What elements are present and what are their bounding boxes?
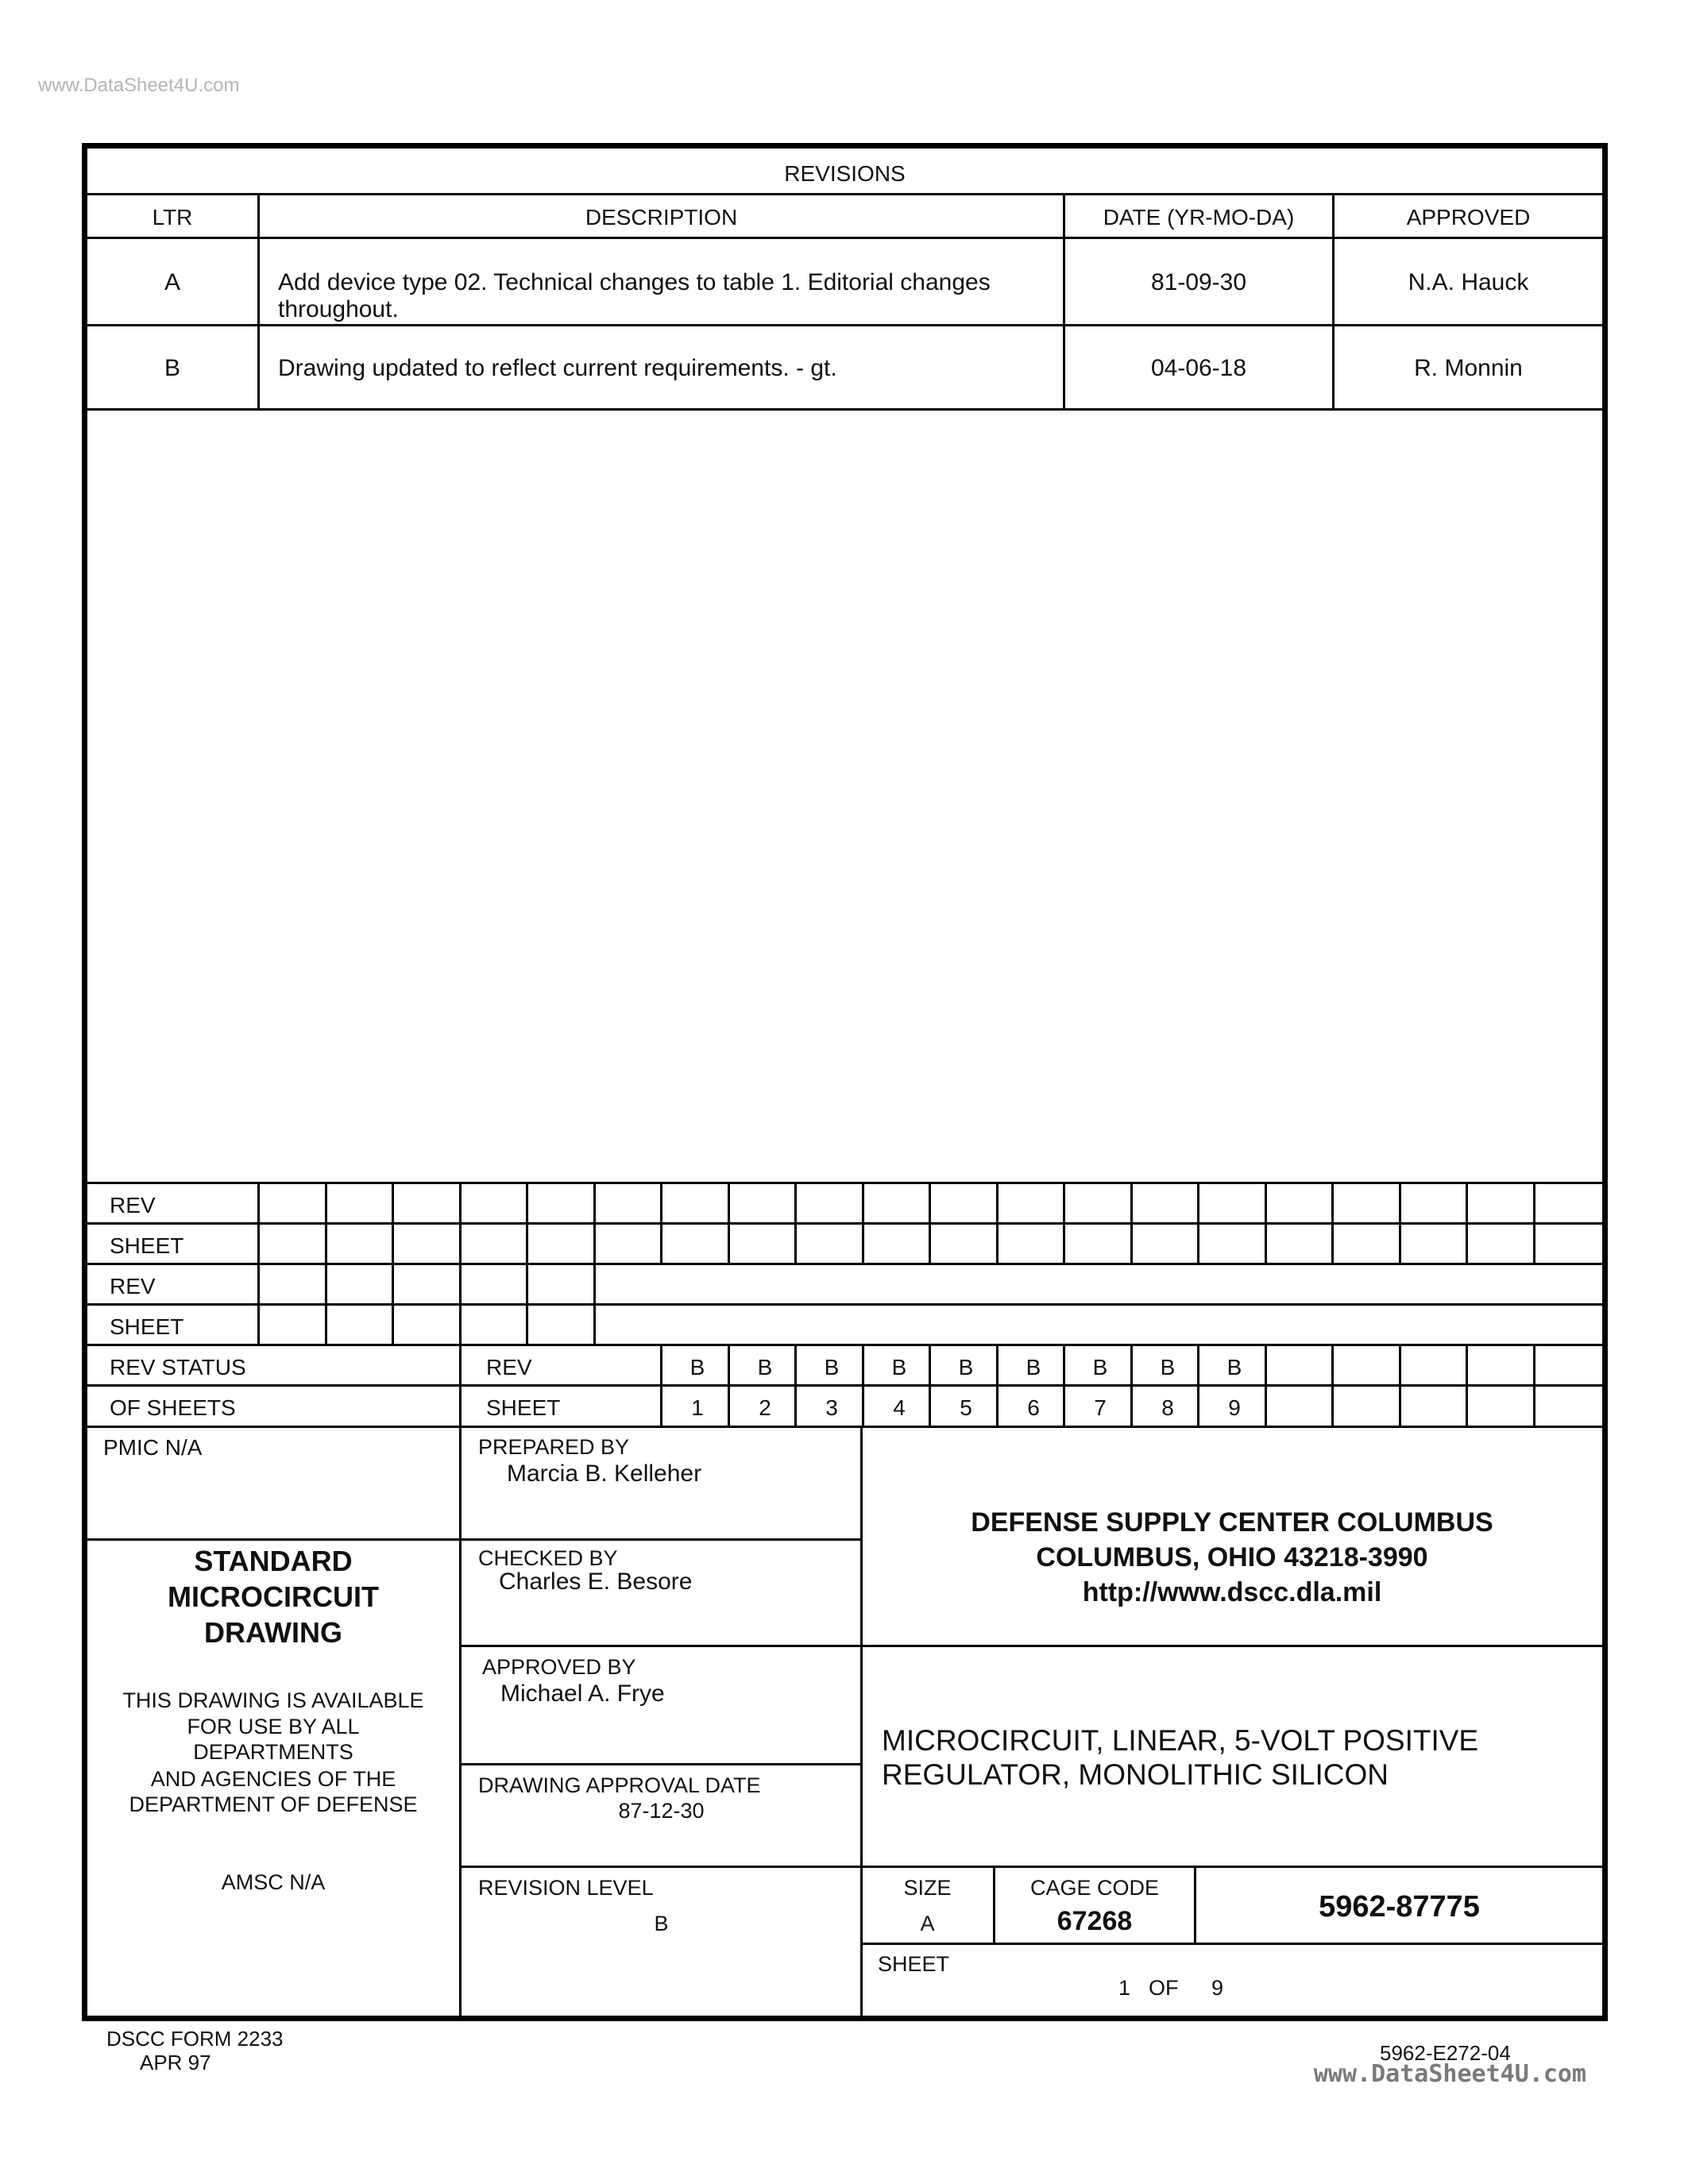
grid-cell-divider: [459, 1263, 462, 1344]
form-number: DSCC FORM 2233: [106, 2027, 284, 2051]
standard-heading: DRAWING: [204, 1616, 342, 1649]
pmic-label: PMIC N/A: [103, 1435, 203, 1460]
grid-cell-divider: [325, 1263, 327, 1344]
grid-cell-divider: [459, 1344, 462, 1426]
sheet-value: 8: [1161, 1395, 1174, 1420]
cage-code-value: 67268: [1056, 1906, 1133, 1936]
sheet-of-label: OF: [1149, 1976, 1179, 2000]
approval-date-value: 87-12-30: [618, 1799, 705, 1823]
approved-by-name: Michael A. Frye: [500, 1680, 665, 1707]
sheet-value: 1: [691, 1395, 704, 1420]
grid-cell-divider: [862, 1182, 864, 1263]
checked-by-name: Charles E. Besore: [499, 1569, 693, 1595]
grid-cell-divider: [929, 1182, 931, 1263]
sheet-value: 6: [1027, 1395, 1040, 1420]
rev-value: B: [1160, 1355, 1176, 1379]
grid-cell-divider: [257, 1182, 260, 1263]
grid-rule: [87, 1222, 1602, 1225]
revision-a-ltr: A: [164, 269, 180, 295]
grid-cell-divider: [526, 1263, 528, 1344]
prepared-by-name: Marcia B. Kelleher: [507, 1461, 702, 1487]
grid-cell-divider: [1399, 1344, 1401, 1426]
rev-value: B: [1226, 1355, 1242, 1379]
revision-a-approved: N.A. Hauck: [1408, 269, 1529, 295]
grid-rule: [87, 1303, 1602, 1306]
sheet-total: 9: [1211, 1976, 1224, 2000]
prepared-by-label: PREPARED BY: [478, 1435, 630, 1459]
approved-by-label: APPROVED BY: [482, 1655, 636, 1679]
rev-value: B: [824, 1355, 840, 1379]
revisions-title: REVISIONS: [784, 161, 906, 186]
grid-rule: [87, 1263, 1602, 1265]
approval-date-label: DRAWING APPROVAL DATE: [478, 1773, 761, 1797]
grid-cell-divider: [1466, 1344, 1468, 1426]
revision-a-date: 81-09-30: [1150, 269, 1247, 295]
revision-level-label: REVISION LEVEL: [478, 1876, 654, 1900]
availability-text: DEPARTMENTS: [193, 1740, 353, 1764]
revision-a-description-cont: throughout.: [278, 296, 399, 322]
grid-label-rev-1: REV: [110, 1193, 156, 1217]
agency-name: DEFENSE SUPPLY CENTER COLUMBUS: [971, 1507, 1493, 1538]
rev-value: B: [891, 1355, 907, 1379]
header-approved: APPROVED: [1406, 205, 1531, 230]
revision-b-description: Drawing updated to reflect current requirements. - gt.: [278, 355, 837, 381]
standard-heading: MICROCIRCUIT: [168, 1580, 379, 1613]
of-sheets-label: OF SHEETS: [110, 1395, 236, 1420]
size-label: SIZE: [903, 1876, 952, 1900]
sheet-value: 7: [1094, 1395, 1107, 1420]
grid-cell-divider: [728, 1182, 730, 1263]
drawing-number: 5962-87775: [1319, 1890, 1480, 1924]
grid-cell-divider: [257, 1263, 260, 1344]
grid-rule: [87, 1182, 1602, 1184]
sheet-number: 1: [1118, 1976, 1131, 2000]
grid-cell-divider: [526, 1182, 528, 1263]
sheet-value: 3: [825, 1395, 838, 1420]
agency-address: COLUMBUS, OHIO 43218-3990: [1036, 1542, 1428, 1572]
rev-value: B: [689, 1355, 705, 1379]
grid-cell-divider: [593, 1182, 596, 1263]
drawing-title: REGULATOR, MONOLITHIC SILICON: [882, 1758, 1389, 1791]
grid-cell-divider: [392, 1263, 394, 1344]
availability-text: DEPARTMENT OF DEFENSE: [129, 1792, 418, 1816]
grid-cell-divider: [660, 1344, 662, 1426]
amsc-label: AMSC N/A: [221, 1870, 326, 1894]
header-date: DATE (YR-MO-DA): [1103, 205, 1295, 230]
grid-rule: [87, 1384, 1602, 1387]
grid-cell-divider: [1331, 1182, 1334, 1263]
grid-cell-divider: [392, 1182, 394, 1263]
form-date: APR 97: [140, 2051, 211, 2074]
agency-url: http://www.dscc.dla.mil: [1082, 1577, 1382, 1607]
availability-text: AND AGENCIES OF THE: [150, 1767, 396, 1791]
grid-cell-divider: [660, 1182, 662, 1263]
grid-cell-divider: [1466, 1182, 1468, 1263]
rev-value: B: [958, 1355, 974, 1379]
document-code: 5962-E272-04: [1380, 2041, 1511, 2065]
grid-rule: [87, 1344, 1602, 1346]
revision-level-value: B: [654, 1912, 669, 1935]
cage-code-label: CAGE CODE: [1029, 1876, 1160, 1900]
watermark-top: www.DataSheet4U.com: [38, 75, 240, 96]
sheet-value: 4: [893, 1395, 906, 1420]
grid-cell-divider: [1399, 1182, 1401, 1263]
sheet-value: 5: [960, 1395, 972, 1420]
grid-label-sheet-1: SHEET: [110, 1233, 184, 1258]
grid-cell-divider: [996, 1182, 999, 1263]
grid-cell-divider: [1265, 1182, 1267, 1263]
grid-cell-divider: [1533, 1182, 1535, 1263]
revision-b-approved: R. Monnin: [1414, 355, 1523, 381]
header-ltr: LTR: [152, 205, 193, 230]
watermark-bottom: www.DataSheet4U.com: [1313, 2060, 1586, 2088]
grid-cell-divider: [325, 1182, 327, 1263]
grid-cell-divider: [593, 1263, 596, 1344]
revision-b-date: 04-06-18: [1150, 355, 1247, 381]
grid-label-rev-2: REV: [110, 1274, 156, 1298]
sheet-label: SHEET: [878, 1952, 950, 1976]
availability-text: FOR USE BY ALL: [187, 1715, 360, 1738]
revision-b-ltr: B: [164, 355, 180, 381]
rev-status-label: REV STATUS: [110, 1355, 246, 1379]
drawing-title: MICROCIRCUIT, LINEAR, 5-VOLT POSITIVE: [882, 1724, 1479, 1757]
size-value: A: [920, 1912, 935, 1935]
grid-cell-divider: [1063, 1182, 1065, 1263]
rev-value: B: [1026, 1355, 1041, 1379]
rev-value: B: [1092, 1355, 1108, 1379]
status-rev-label: REV: [486, 1355, 532, 1379]
grid-cell-divider: [1533, 1344, 1535, 1426]
standard-heading: STANDARD: [194, 1545, 353, 1577]
availability-text: THIS DRAWING IS AVAILABLE: [122, 1688, 424, 1712]
sheet-value: 9: [1228, 1395, 1241, 1420]
revision-a-description: Add device type 02. Technical changes to table 1. Editorial changes: [278, 269, 991, 295]
sheet-value: 2: [759, 1395, 771, 1420]
grid-cell-divider: [459, 1182, 462, 1263]
rev-value: B: [757, 1355, 773, 1379]
grid-cell-divider: [794, 1182, 797, 1263]
checked-by-label: CHECKED BY: [478, 1546, 618, 1570]
status-sheet-label: SHEET: [486, 1395, 561, 1420]
grid-cell-divider: [1130, 1182, 1133, 1263]
header-description: DESCRIPTION: [585, 205, 738, 230]
grid-label-sheet-2: SHEET: [110, 1314, 184, 1339]
grid-cell-divider: [1197, 1182, 1199, 1263]
grid-cell-divider: [1331, 1344, 1334, 1426]
